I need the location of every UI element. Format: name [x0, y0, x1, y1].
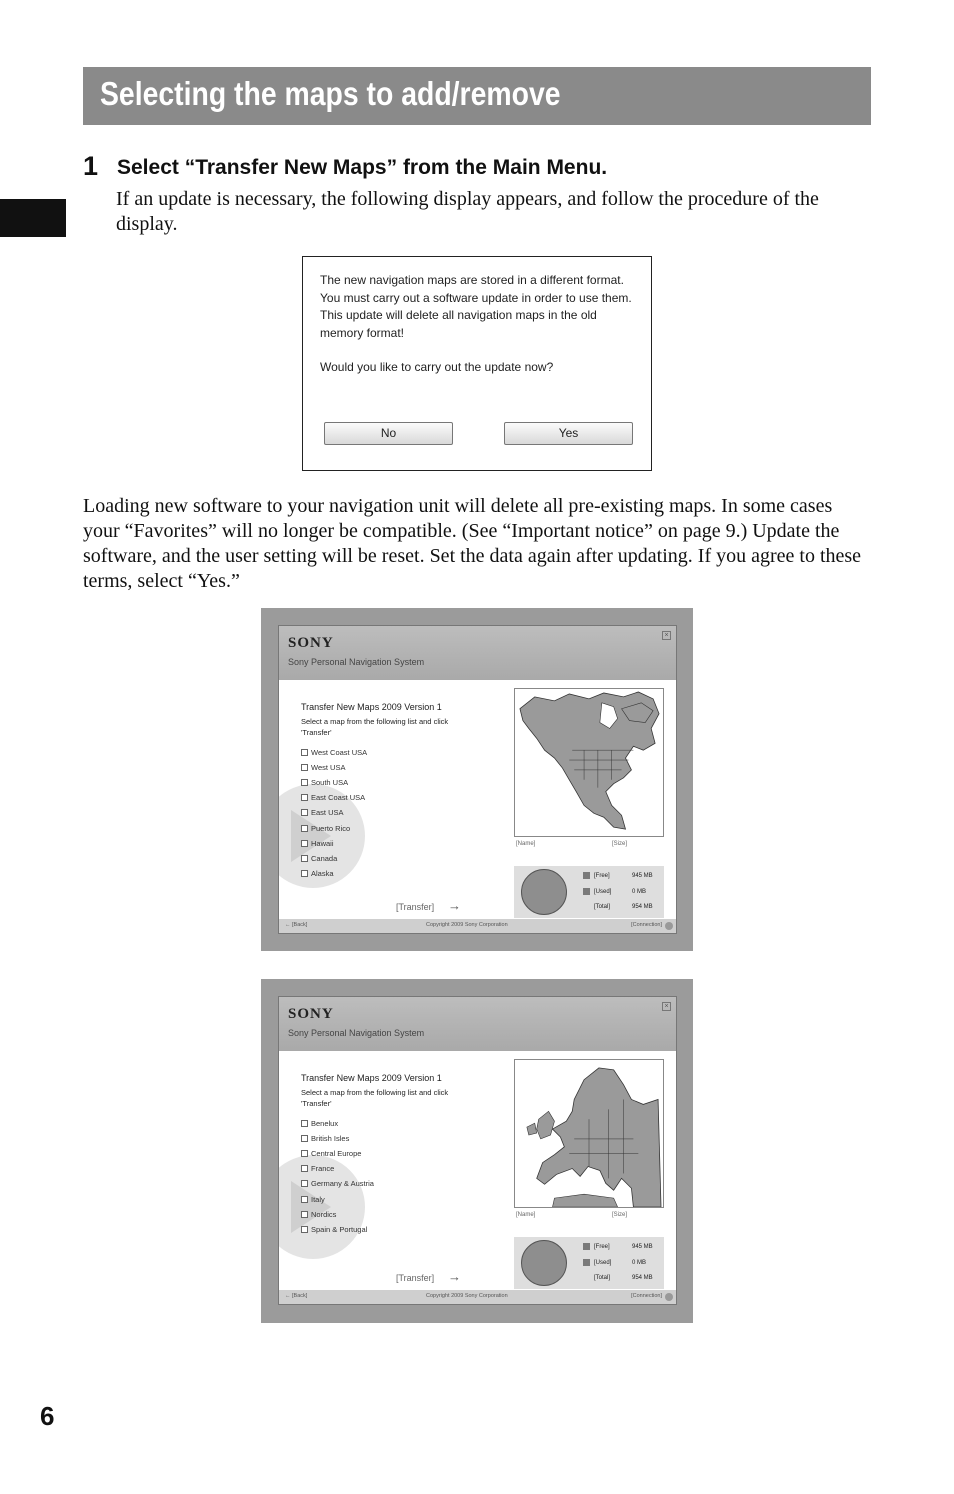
free-value: 945 MB — [632, 1243, 653, 1250]
connection-label[interactable]: [Connection] — [631, 1293, 662, 1299]
back-label: [Back] — [292, 1293, 308, 1299]
sony-logo: SONY — [288, 1006, 334, 1022]
screenshot-north-america — [261, 608, 693, 951]
map-label: Central Europe — [311, 1149, 362, 1159]
map-label: East Coast USA — [311, 793, 366, 803]
arrow-right-icon[interactable]: → — [448, 898, 461, 913]
map-preview — [514, 1059, 664, 1208]
map-label: West USA — [311, 763, 346, 773]
free-label: [Free] — [594, 872, 610, 879]
map-label: Italy — [311, 1194, 325, 1204]
map-label: British Isles — [311, 1134, 350, 1144]
used-row — [583, 888, 647, 895]
step-title: Select “Transfer New Maps” from the Main Menu. — [117, 156, 608, 179]
list-item[interactable] — [301, 836, 367, 851]
checkbox[interactable] — [301, 764, 308, 771]
legend-swatch — [583, 903, 590, 910]
map-list — [301, 1116, 374, 1237]
map-label: South USA — [311, 778, 349, 788]
total-label: [Total] — [594, 1274, 611, 1281]
legend-swatch — [583, 1259, 590, 1266]
name-label: [Name] — [516, 1212, 536, 1218]
copyright: Copyright 2009 Sony Corporation — [426, 922, 508, 928]
list-instruction: Select a map from the following list and click 'Transfer' — [301, 1088, 449, 1108]
section-title-bar — [83, 67, 871, 125]
free-row — [583, 1243, 653, 1250]
size-label: [Size] — [612, 841, 628, 847]
transfer-button[interactable]: [Transfer] — [396, 1273, 435, 1283]
free-value: 945 MB — [632, 872, 653, 879]
copyright: Copyright 2009 Sony Corporation — [426, 1293, 508, 1299]
connection-label[interactable]: [Connection] — [631, 922, 662, 928]
app-footer — [279, 919, 676, 933]
checkbox[interactable] — [301, 840, 308, 847]
list-item[interactable] — [301, 866, 367, 881]
app-subtitle: Sony Personal Navigation System — [288, 1028, 425, 1038]
total-value: 954 MB — [632, 1274, 653, 1281]
map-preview — [514, 688, 664, 837]
checkbox[interactable] — [301, 794, 308, 801]
checkbox[interactable] — [301, 809, 308, 816]
map-label: Puerto Rico — [311, 823, 351, 833]
list-item[interactable] — [301, 820, 367, 835]
name-label: [Name] — [516, 841, 536, 847]
back-button[interactable]: ← [Back] — [285, 1293, 308, 1299]
legend-swatch — [583, 888, 590, 895]
list-item[interactable] — [301, 1176, 374, 1191]
app-subtitle: Sony Personal Navigation System — [288, 657, 425, 667]
used-label: [Used] — [594, 1259, 612, 1266]
north-america-map-image — [515, 689, 663, 836]
list-item[interactable] — [301, 1131, 374, 1146]
free-row — [583, 872, 653, 879]
transfer-button[interactable]: [Transfer] — [396, 902, 435, 912]
dialog-message: The new navigation maps are stored in a different format. You must carry out a software update in order to use them. This update will delete all navigation maps in the old memory format! — [320, 273, 632, 340]
map-label: France — [311, 1164, 335, 1174]
checkbox[interactable] — [301, 825, 308, 832]
size-label: [Size] — [612, 1212, 628, 1218]
used-row — [583, 1259, 647, 1266]
list-item[interactable] — [301, 1116, 374, 1131]
checkbox[interactable] — [301, 855, 308, 862]
map-label: Hawaii — [311, 838, 334, 848]
list-item[interactable] — [301, 851, 367, 866]
map-label: Alaska — [311, 868, 334, 878]
checkbox[interactable] — [301, 1226, 308, 1233]
app-window — [278, 996, 677, 1305]
checkbox[interactable] — [301, 1120, 308, 1127]
list-item[interactable] — [301, 805, 367, 820]
app-footer — [279, 1290, 676, 1304]
list-item[interactable] — [301, 775, 367, 790]
free-label: [Free] — [594, 1243, 610, 1250]
list-item[interactable] — [301, 1222, 374, 1237]
step-number: 1 — [83, 151, 99, 181]
map-label: West Coast USA — [311, 748, 368, 758]
used-label: [Used] — [594, 888, 612, 895]
checkbox[interactable] — [301, 1150, 308, 1157]
map-label: Canada — [311, 853, 338, 863]
map-label: Nordics — [311, 1209, 337, 1219]
map-label: Benelux — [311, 1119, 339, 1129]
body-paragraph: Loading new software to your navigation unit will delete all pre-existing maps. In some cases your “Favorites” will no longer be compatible. (See “Important notice” on page 9.) Update the software, and the user setting will be reset. Set the data again after updating. If you agree to these terms, select “Yes.” — [83, 495, 862, 592]
list-title: Transfer New Maps 2009 Version 1 — [301, 702, 442, 712]
checkbox[interactable] — [301, 1165, 308, 1172]
back-button[interactable]: ← [Back] — [285, 922, 308, 928]
app-header — [279, 997, 676, 1051]
total-value: 954 MB — [632, 903, 653, 910]
yes-button[interactable]: Yes — [504, 422, 633, 445]
memory-panel — [514, 866, 664, 918]
checkbox[interactable] — [301, 749, 308, 756]
checkbox[interactable] — [301, 1180, 308, 1187]
list-title: Transfer New Maps 2009 Version 1 — [301, 1073, 442, 1083]
legend-swatch — [583, 1243, 590, 1250]
total-row — [583, 1274, 653, 1281]
memory-panel — [514, 1237, 664, 1289]
update-dialog — [302, 256, 652, 471]
map-label: Germany & Austria — [311, 1179, 374, 1189]
checkbox[interactable] — [301, 1196, 308, 1203]
memory-pie-chart — [521, 1240, 567, 1286]
list-item[interactable] — [301, 760, 367, 775]
total-label: [Total] — [594, 903, 611, 910]
screenshot-europe — [261, 979, 693, 1323]
legend-swatch — [583, 1274, 590, 1281]
connection-status-icon — [665, 1293, 673, 1301]
app-header — [279, 626, 676, 680]
map-list — [301, 745, 367, 881]
map-label: Spain & Portugal — [311, 1224, 368, 1234]
checkbox[interactable] — [301, 1211, 308, 1218]
checkbox[interactable] — [301, 870, 308, 877]
back-label: [Back] — [292, 922, 308, 928]
no-button[interactable]: No — [324, 422, 453, 445]
list-instruction: Select a map from the following list and click 'Transfer' — [301, 717, 449, 737]
legend-swatch — [583, 872, 590, 879]
memory-pie-chart — [521, 869, 567, 915]
list-item[interactable] — [301, 1146, 374, 1161]
list-item[interactable] — [301, 1191, 374, 1206]
connection-status-icon — [665, 922, 673, 930]
page-number: 6 — [40, 1401, 55, 1431]
close-icon[interactable]: × — [662, 1002, 671, 1011]
sony-logo: SONY — [288, 635, 334, 651]
checkbox[interactable] — [301, 779, 308, 786]
used-value: 0 MB — [632, 1259, 647, 1266]
checkbox[interactable] — [301, 1135, 308, 1142]
map-label: East USA — [311, 808, 344, 818]
total-row — [583, 903, 653, 910]
side-tab-marker — [0, 199, 66, 237]
list-item[interactable] — [301, 1161, 374, 1176]
close-icon[interactable]: × — [662, 631, 671, 640]
section-title: Selecting the maps to add/remove — [100, 75, 561, 112]
app-window — [278, 625, 677, 934]
arrow-right-icon[interactable]: → — [448, 1269, 461, 1284]
list-item[interactable] — [301, 1207, 374, 1222]
list-item[interactable] — [301, 745, 367, 760]
step-description: If an update is necessary, the following display appears, and follow the procedure of the display. — [116, 188, 819, 235]
europe-map-image — [515, 1060, 663, 1207]
list-item[interactable] — [301, 790, 367, 805]
dialog-question: Would you like to carry out the update now? — [320, 360, 554, 374]
used-value: 0 MB — [632, 888, 647, 895]
